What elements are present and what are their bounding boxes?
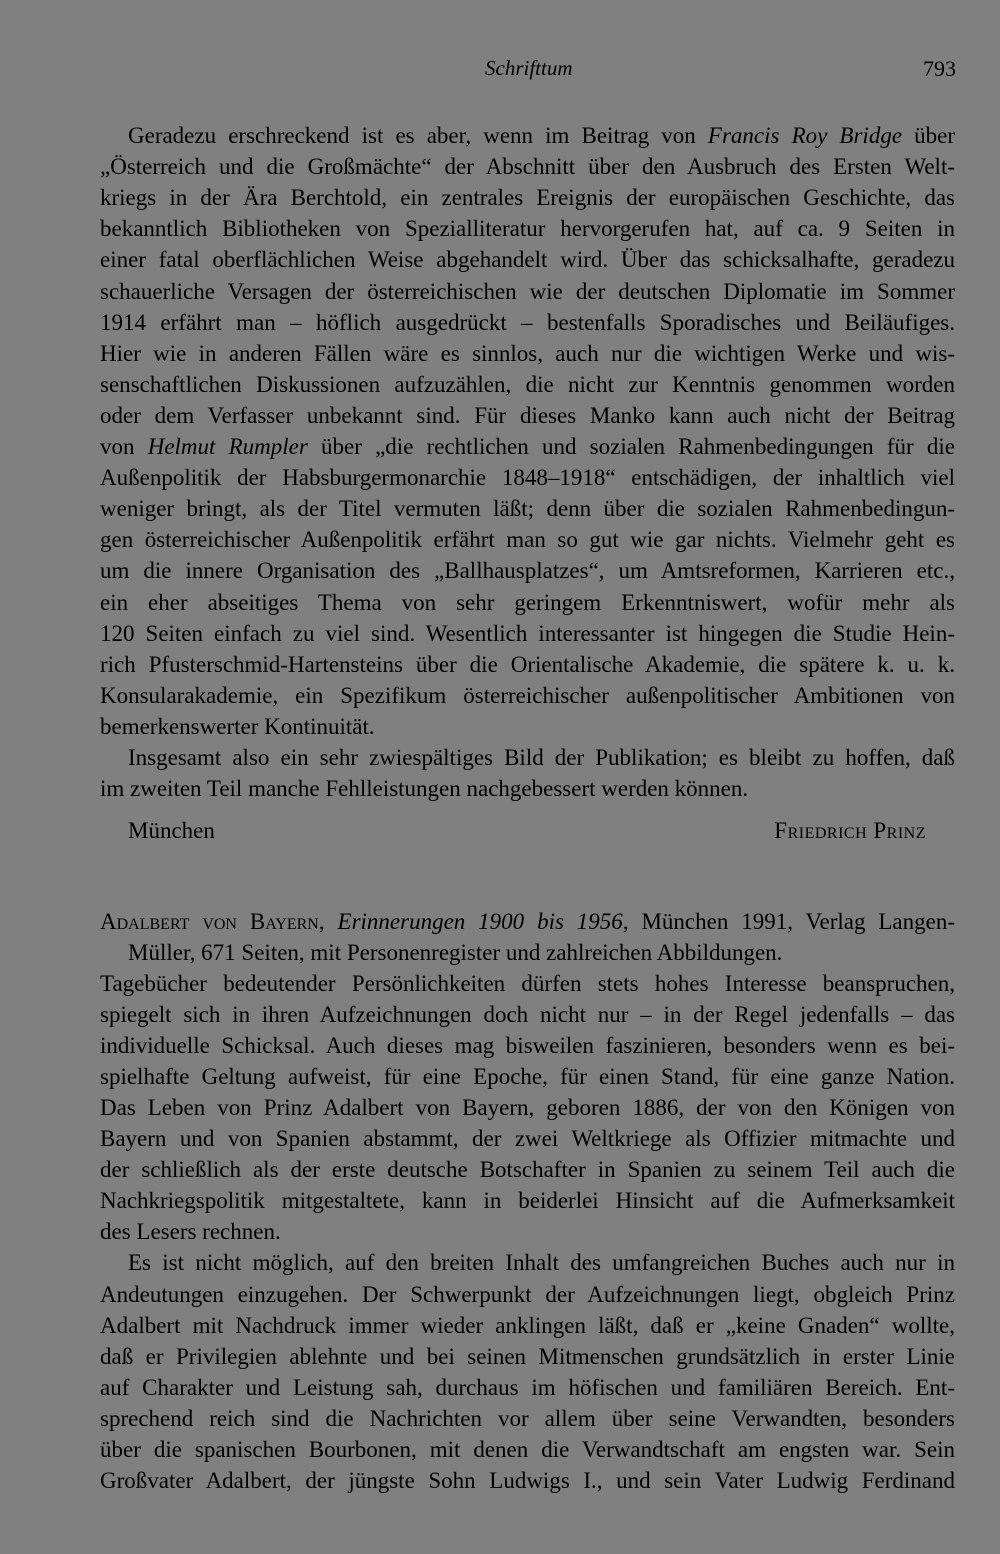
text-segment: spiegelt sich in ihren Aufzeichnungen doch nicht nur – in der Regel jedenfalls – das bbox=[100, 1002, 955, 1028]
text-segment: bekanntlich Bibliotheken von Spezialliteratur hervorgerufen hat, auf ca. 9 Seiten in bbox=[100, 216, 955, 242]
review-place: München bbox=[128, 818, 215, 843]
text-line bbox=[100, 1185, 955, 1216]
text-segment: des Lesers rechnen. bbox=[100, 1219, 281, 1245]
text-line bbox=[128, 120, 955, 151]
text-line bbox=[100, 711, 955, 742]
text-line bbox=[100, 1279, 955, 1310]
text-segment: auf Charakter und Leistung sah, durchaus im höfischen und familiären Bereich. Ent- bbox=[100, 1374, 955, 1400]
text-segment: Tagebücher bedeutender Persönlichkeiten dürfen stets hohes Interesse beanspruchen, bbox=[100, 971, 955, 996]
text-segment: bemerkenswerter Kontinuität. bbox=[100, 713, 375, 739]
text-segment: Adalbert mit Nachdruck immer wieder anklingen läßt, daß er „keine Gnaden“ wollte, bbox=[100, 1312, 955, 1338]
text-segment: um die innere Organisation des „Ballhausplatzes“, um Amtsreformen, Karrieren etc., bbox=[100, 558, 955, 584]
text-segment: Nachkriegspolitik mitgestaltete, kann in beiderlei Hinsicht auf die Aufmerksamkeit bbox=[100, 1188, 955, 1214]
text-segment: , bbox=[318, 909, 338, 934]
running-head: Schrifttum bbox=[485, 56, 573, 80]
text-segment: oder dem Verfasser unbekannt sind. Für dieses Manko kann auch nicht der Beitrag bbox=[100, 402, 955, 428]
text-segment: im zweiten Teil manche Fehlleistungen nachgebessert werden können. bbox=[100, 776, 749, 802]
text-line bbox=[100, 1372, 955, 1403]
text-segment: ein eher abseitiges Thema von sehr geringem Erkenntniswert, wofür mehr als bbox=[100, 589, 955, 615]
text-segment: daß er Privilegien ablehnte und bei seinen Mitmenschen grundsätzlich in erster Linie bbox=[100, 1343, 955, 1369]
text-segment: senschaftlichen Diskussionen aufzuzählen, die nicht zur Kenntnis genommen worden bbox=[100, 371, 955, 397]
text-segment: 1914 erfährt man – höflich ausgedrückt – bestenfalls Sporadisches und Beiläufiges. bbox=[100, 309, 955, 335]
text-segment: Es ist nicht möglich, auf den breiten Inhalt des umfangreichen Buches auch nur in bbox=[128, 1250, 955, 1276]
text-segment: Großvater Adalbert, der jüngste Sohn Ludwigs I., und sein Vater Ludwig Ferdinand bbox=[100, 1467, 955, 1493]
text-line bbox=[100, 244, 955, 275]
text-line bbox=[100, 493, 955, 524]
text-line bbox=[100, 307, 955, 338]
text-segment: 120 Seiten einfach zu viel sind. Wesentlich interessanter ist hingegen die Studie Hein- bbox=[100, 620, 955, 646]
text-line bbox=[100, 1341, 955, 1372]
text-segment: Insgesamt also ein sehr zwiespältiges Bild der Publikation; es bleibt zu hoffen, daß bbox=[128, 745, 955, 770]
text-line bbox=[100, 1216, 955, 1247]
text-line bbox=[100, 1061, 955, 1092]
text-segment: Müller, 671 Seiten, mit Personenregister und zahlreichen Abbildungen. bbox=[128, 940, 783, 965]
text-line bbox=[100, 999, 955, 1030]
text-segment: der schließlich als der erste deutsche Botschafter in Spanien zu seinem Teil auch die bbox=[100, 1157, 955, 1183]
text-segment: Außenpolitik der Habsburgermonarchie 1848–1918“ entschädigen, der inhaltlich viel bbox=[100, 465, 955, 491]
text-line bbox=[100, 649, 955, 680]
text-segment: von bbox=[100, 434, 148, 459]
text-segment: Francis Roy Bridge bbox=[707, 123, 903, 148]
text-segment: „Österreich und die Großmächte“ der Abschnitt über den Ausbruch des Ersten Welt- bbox=[100, 154, 955, 180]
text-segment: gen österreichischer Außenpolitik erfährt man so gut wie gar nichts. Vielmehr geht es bbox=[100, 527, 955, 553]
text-segment: Andeutungen einzugehen. Der Schwerpunkt der Aufzeichnungen liegt, obgleich Prinz bbox=[100, 1281, 955, 1307]
text-segment: über die spanischen Bourbonen, mit denen die Verwandtschaft am engsten war. Sein bbox=[100, 1436, 955, 1462]
text-segment: Helmut Rumpler bbox=[147, 434, 308, 459]
text-line bbox=[100, 1465, 955, 1496]
text-segment: Geradezu erschreckend ist es aber, wenn im Beitrag von bbox=[128, 123, 708, 148]
text-segment: kriegs in der Ära Berchtold, ein zentrales Ereignis der europäischen Geschichte, das bbox=[100, 185, 955, 211]
text-segment: Adalbert von Bayern bbox=[100, 909, 319, 934]
text-segment: einer fatal oberflächlichen Weise abgehandelt wird. Über das schicksalhafte, geradezu bbox=[100, 247, 955, 273]
page-number: 793 bbox=[923, 56, 956, 81]
text-line bbox=[100, 524, 955, 555]
text-segment: spielhafte Geltung aufweist, für eine Epoche, für einen Stand, für eine ganze Nation. bbox=[100, 1064, 955, 1090]
text-line bbox=[100, 618, 955, 649]
text-segment: über „die rechtlichen und sozialen Rahmenbedingungen für die bbox=[307, 434, 955, 459]
text-line bbox=[100, 400, 955, 431]
text-line bbox=[128, 742, 955, 773]
text-line bbox=[100, 773, 955, 804]
text-segment: über bbox=[902, 123, 955, 148]
text-segment: Das Leben von Prinz Adalbert von Bayern, geboren 1886, der von den Königen von bbox=[100, 1095, 955, 1121]
text-segment: Erinnerungen 1900 bis 1956 bbox=[337, 909, 623, 934]
text-line bbox=[100, 462, 955, 493]
text-line bbox=[100, 338, 955, 369]
text-line bbox=[128, 937, 955, 968]
text-segment: rich Pfusterschmid-Hartensteins über die Orientalische Akademie, die spätere k. u. k. bbox=[100, 651, 955, 677]
text-line bbox=[100, 369, 955, 400]
text-line bbox=[100, 213, 955, 244]
text-segment: Hier wie in anderen Fällen wäre es sinnlos, auch nur die wichtigen Werke und wis- bbox=[100, 340, 955, 366]
text-segment: , München 1991, Verlag Langen- bbox=[622, 909, 955, 934]
text-segment: weniger bringt, als der Titel vermuten läßt; denn über die sozialen Rahmenbedingun- bbox=[100, 496, 955, 522]
text-line bbox=[100, 555, 955, 586]
text-line bbox=[100, 1030, 955, 1061]
text-line bbox=[100, 182, 955, 213]
text-segment: Bayern und von Spanien abstammt, der zwei Weltkriege als Offizier mitmachte und bbox=[100, 1126, 955, 1152]
text-segment: Konsularakademie, ein Spezifikum österreichischer außenpolitischer Ambitionen von bbox=[100, 682, 955, 708]
text-line bbox=[100, 906, 955, 937]
text-line bbox=[100, 431, 955, 462]
text-line bbox=[100, 276, 955, 307]
text-line bbox=[100, 680, 955, 711]
text-line bbox=[100, 1092, 955, 1123]
review-author: Friedrich Prinz bbox=[774, 818, 926, 843]
text-segment: individuelle Schicksal. Auch dieses mag bisweilen faszinieren, besonders wenn es bei- bbox=[100, 1033, 955, 1059]
text-line bbox=[128, 1247, 955, 1278]
text-line bbox=[100, 1154, 955, 1185]
text-segment: sprechend reich sind die Nachrichten vor allem über seine Verwandten, besonders bbox=[100, 1405, 955, 1431]
text-line bbox=[100, 1123, 955, 1154]
text-line bbox=[100, 151, 955, 182]
text-line bbox=[100, 587, 955, 618]
text-line bbox=[100, 968, 955, 999]
text-segment: schauerliche Versagen der österreichischen wie der deutschen Diplomatie im Sommer bbox=[100, 278, 955, 304]
text-line bbox=[100, 1434, 955, 1465]
text-line bbox=[100, 1310, 955, 1341]
text-line bbox=[100, 1403, 955, 1434]
